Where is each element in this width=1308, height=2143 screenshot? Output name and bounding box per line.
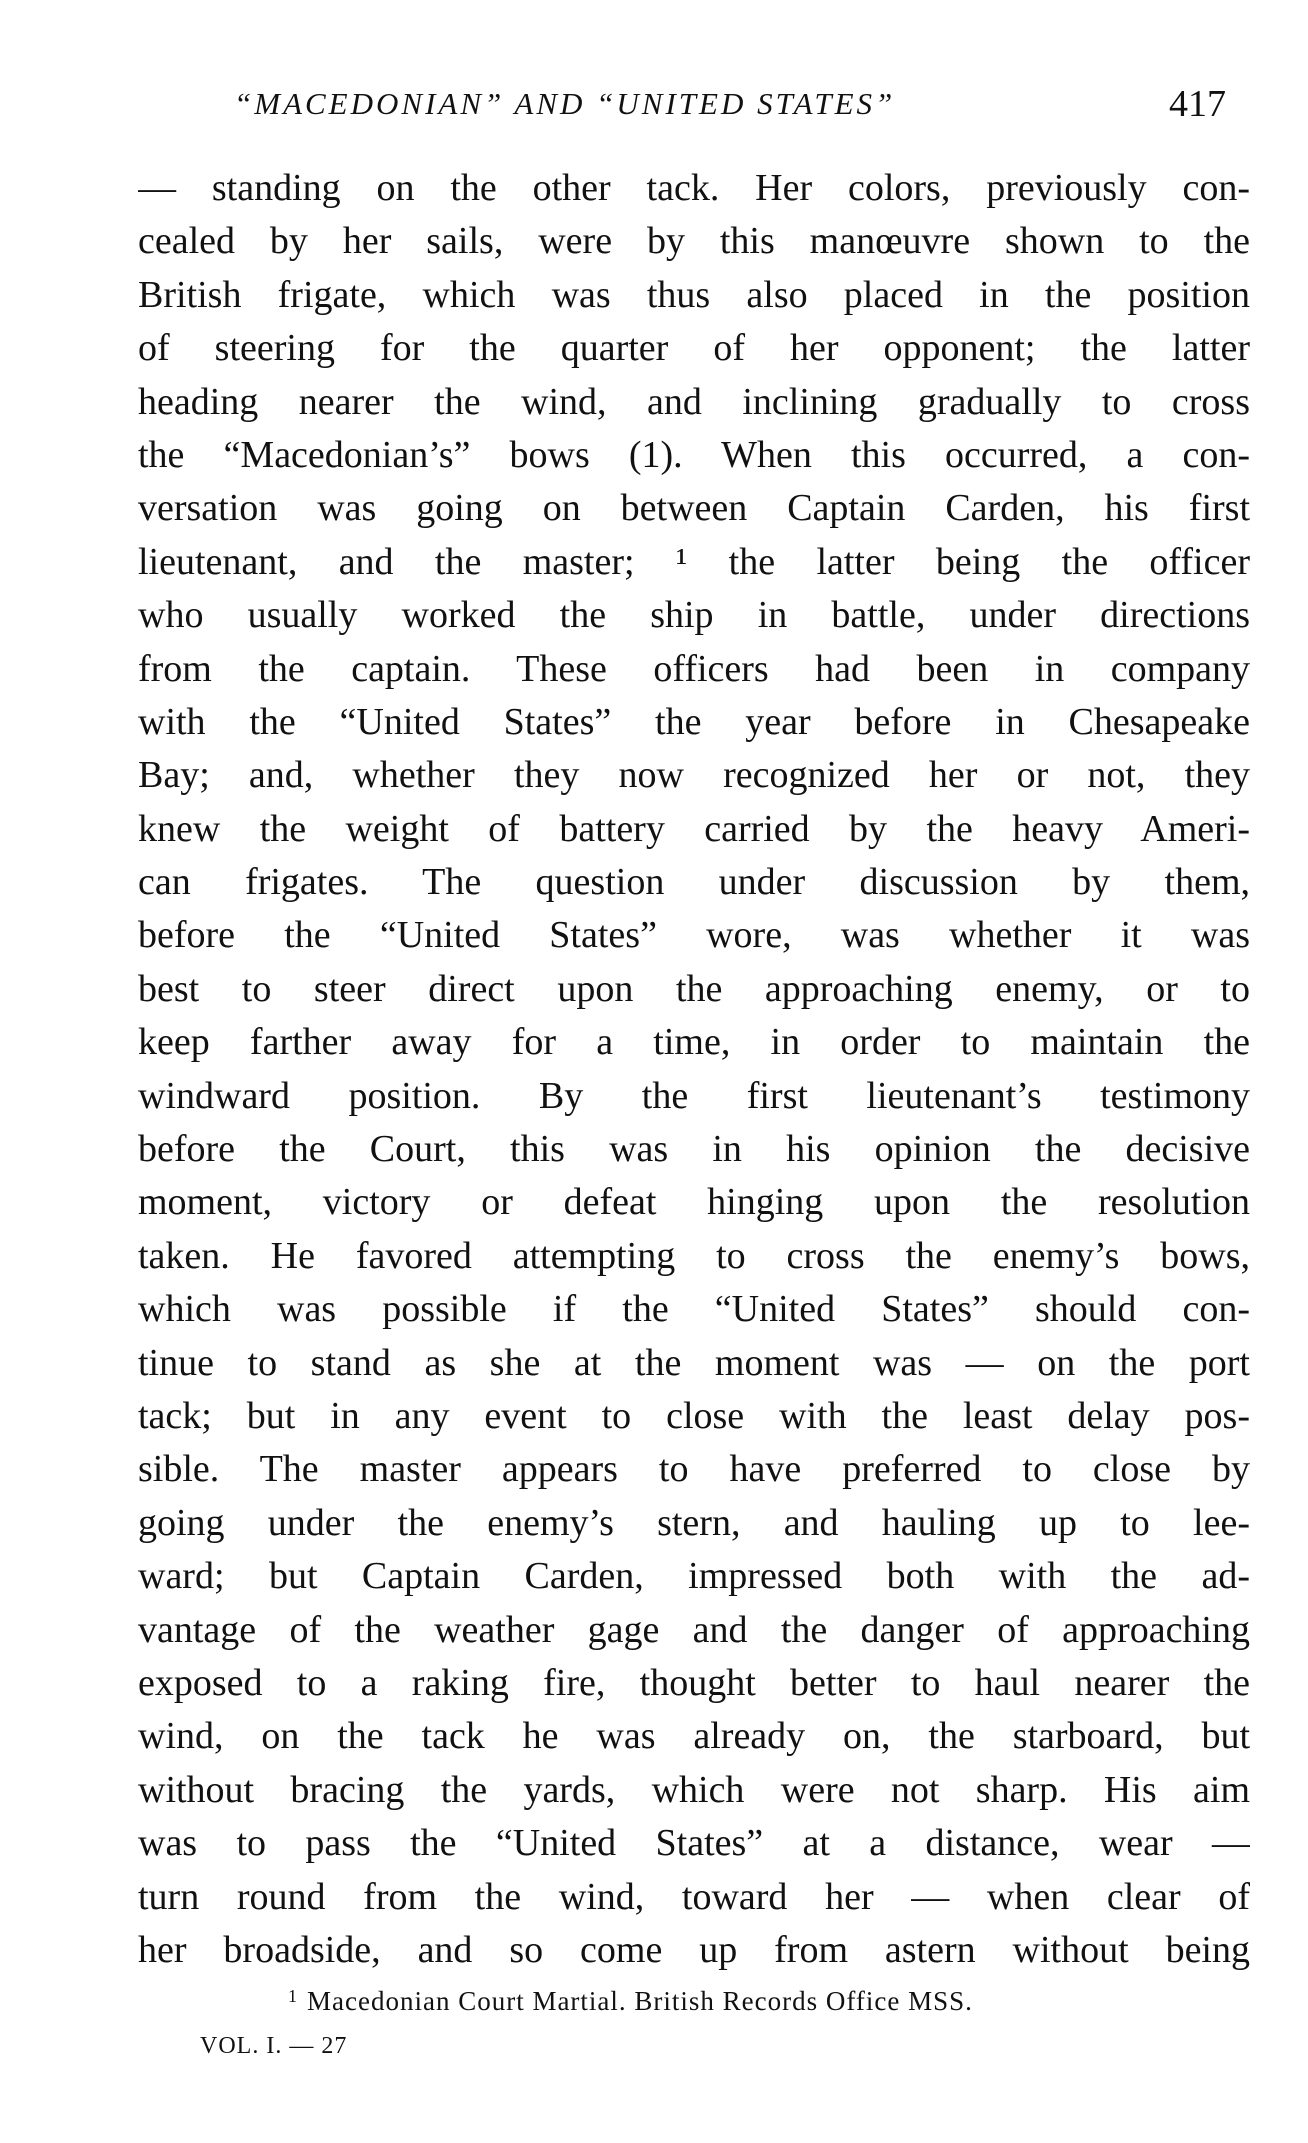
text-line: heading nearer the wind, and inclining gradually to cross <box>138 380 1250 423</box>
text-line: from the captain. These officers had been in company <box>138 647 1250 690</box>
text-line: — standing on the other tack. Her colors, previously con- <box>138 167 1250 209</box>
text-line: the “Macedonian’s” bows (1). When this occurred, a con- <box>138 433 1250 476</box>
body-text <box>138 162 1250 1977</box>
text-line: her broadside, and so come up from astern without being <box>138 1928 1250 1971</box>
text-line: moment, victory or defeat hinging upon the resolution <box>138 1181 1250 1224</box>
text-line: can frigates. The question under discussion by them, <box>138 861 1250 904</box>
text-line: best to steer direct upon the approaching enemy, or to <box>138 967 1250 1010</box>
running-title: “MACEDONIAN” AND “UNITED STATES” <box>234 86 896 121</box>
text-line: knew the weight of battery carried by the heavy Ameri- <box>138 807 1250 850</box>
text-line: keep farther away for a time, in order to maintain the <box>138 1021 1250 1064</box>
text-line: of steering for the quarter of her opponent; the latter <box>138 327 1250 370</box>
text-line: Bay; and, whether they now recognized her or not, they <box>138 754 1250 797</box>
text-line: who usually worked the ship in battle, under directions <box>138 594 1250 637</box>
text-line: lieutenant, and the master; ¹ the latter being the officer <box>138 540 1250 583</box>
text-line: ward; but Captain Carden, impressed both with the ad- <box>138 1555 1250 1598</box>
page-number: 417 <box>1169 83 1226 125</box>
text-line: which was possible if the “United States” should con- <box>138 1288 1250 1331</box>
text-line: with the “United States” the year before in Chesapeake <box>138 700 1250 743</box>
text-line: vantage of the weather gage and the danger of approaching <box>138 1608 1250 1651</box>
text-line: British frigate, which was thus also placed in the position <box>138 273 1250 316</box>
volume-signature: VOL. I. — 27 <box>200 2033 348 2059</box>
text-line: before the “United States” wore, was whether it was <box>138 914 1250 957</box>
running-head <box>138 82 1226 132</box>
text-line: tack; but in any event to close with the least delay pos- <box>138 1394 1250 1437</box>
text-line: sible. The master appears to have preferred to close by <box>138 1448 1250 1491</box>
text-line: windward position. By the first lieutenant’s testimony <box>138 1074 1250 1117</box>
footnote-text: Macedonian Court Martial. British Records Office MSS. <box>307 1986 973 2016</box>
text-line: taken. He favored attempting to cross the enemy’s bows, <box>138 1234 1250 1277</box>
text-line: versation was going on between Captain Carden, his first <box>138 487 1250 530</box>
text-line: going under the enemy’s stern, and hauling up to lee- <box>138 1501 1250 1544</box>
text-line: was to pass the “United States” at a distance, wear — <box>138 1822 1250 1865</box>
text-line: exposed to a raking fire, thought better to haul nearer the <box>138 1661 1250 1704</box>
footnote-marker: 1 <box>288 1986 297 2006</box>
text-line: without bracing the yards, which were not sharp. His aim <box>138 1768 1250 1811</box>
text-line: cealed by her sails, were by this manœuvre shown to the <box>138 220 1250 263</box>
text-line: wind, on the tack he was already on, the starboard, but <box>138 1715 1250 1758</box>
footnote <box>138 1978 1250 2019</box>
text-line: before the Court, this was in his opinion the decisive <box>138 1128 1250 1171</box>
text-line: tinue to stand as she at the moment was — on the port <box>138 1341 1250 1384</box>
text-line: turn round from the wind, toward her — when clear of <box>138 1875 1250 1918</box>
